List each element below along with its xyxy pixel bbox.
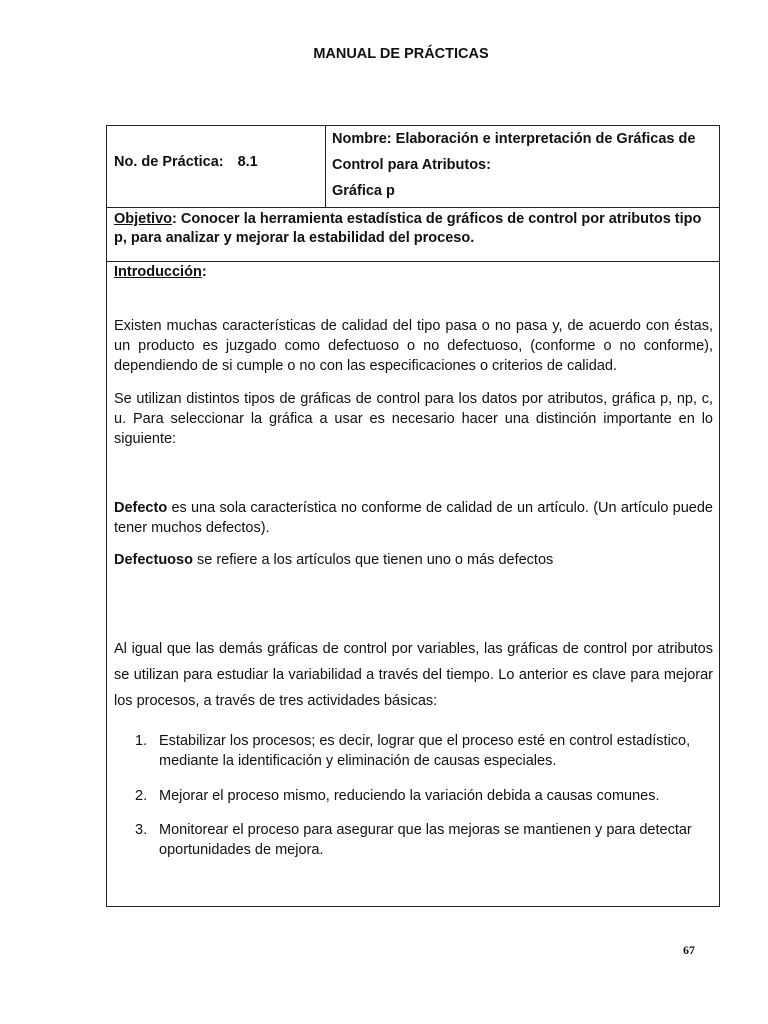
intro-paragraph-5: Al igual que las demás gráficas de control por variables, las gráficas de control por atributos se utilizan para estudiar la variabilidad a través del tiempo. Lo anterior es clave para mejorar los procesos, a través de tres actividades básicas: <box>114 641 713 709</box>
intro-paragraph-2: Se utilizan distintos tipos de gráficas de control para los datos por atributos, gráfica p, np, c, u. Para seleccionar la gráfica a usar es necesario hacer una distinción importante en lo siguiente: <box>114 391 713 447</box>
practice-number <box>114 154 258 170</box>
page-number: 67 <box>683 943 695 957</box>
list-item-number: 3. <box>135 822 148 838</box>
defectuoso-definition <box>114 550 713 570</box>
intro-paragraph-1: Existen muchas características de calidad del tipo pasa o no pasa y, de acuerdo con éstas, un producto es juzgado como defectuoso o no defectuoso, (conforme o no conforme), dependiendo de si cumple o no con las especificaciones o criterios de calidad. <box>114 318 713 374</box>
list-item-number: 2. <box>135 788 148 804</box>
defecto-term: Defecto <box>114 500 168 516</box>
practice-name-line2: Control para Atributos: <box>332 157 491 173</box>
list-item-text: Mejorar el proceso mismo, reduciendo la variación debida a causas comunes. <box>159 788 660 804</box>
document-title: MANUAL DE PRÁCTICAS <box>313 46 489 62</box>
practice-number-label: No. de Práctica: <box>114 154 224 170</box>
introduction-title-colon: : <box>201 264 207 280</box>
practice-info-row <box>106 125 720 208</box>
list-item <box>114 786 713 806</box>
introduction-section <box>106 261 720 907</box>
list-item-text: Estabilizar los procesos; es decir, lograr que el proceso esté en control estadístico, mediante la identificación y eliminación de causas especiales. <box>159 733 691 769</box>
objective-row <box>106 207 720 262</box>
practice-name-line1: Nombre: Elaboración e interpretación de Gráficas de <box>332 131 696 147</box>
list-item <box>114 731 713 771</box>
introduction-title-text: Introducción <box>114 264 202 280</box>
objective-label: Objetivo <box>114 211 173 227</box>
introduction-title <box>114 264 207 280</box>
list-item-number: 1. <box>135 733 148 749</box>
defecto-definition <box>114 498 713 538</box>
defectuoso-text: se refiere a los artículos que tienen uno o más defectos <box>192 552 554 568</box>
practice-name-line3: Gráfica p <box>332 183 395 199</box>
practice-number-cell <box>107 126 326 207</box>
objective-text <box>114 210 713 248</box>
defecto-text: es una sola característica no conforme de calidad de un artículo. (Un artículo puede tener muchos defectos). <box>114 500 713 536</box>
list-item <box>114 820 713 860</box>
practice-name <box>332 126 715 204</box>
list-item-text: Monitorear el proceso para asegurar que las mejoras se mantienen y para detectar oportunidades de mejora. <box>159 822 692 858</box>
practice-number-value: 8.1 <box>237 154 258 170</box>
objective-body: : Conocer la herramienta estadística de gráficos de control por atributos tipo p, para analizar y mejorar la estabilidad del proceso. <box>114 211 702 246</box>
defectuoso-term: Defectuoso <box>114 552 193 568</box>
